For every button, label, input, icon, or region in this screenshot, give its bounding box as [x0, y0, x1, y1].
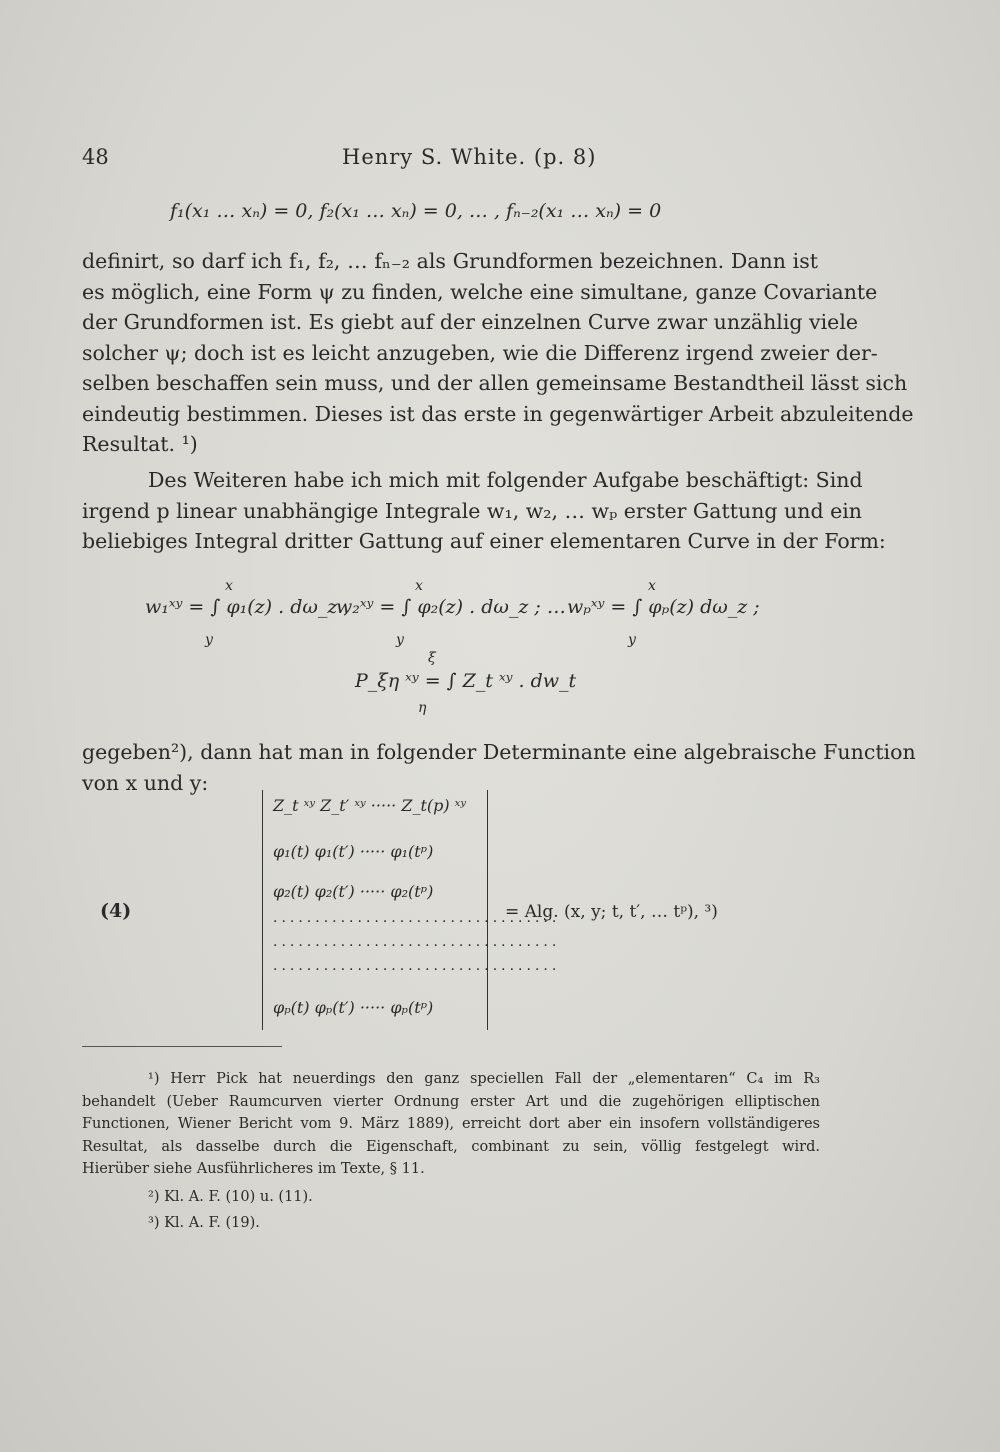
footnote-line: ³) Kl. A. F. (19).	[148, 1215, 260, 1231]
footnote-line: Functionen, Wiener Bericht vom 9. März 1889), erreicht dort aber ein insofern vollständigeres	[82, 1116, 820, 1132]
running-title: Henry S. White. (p. 8)	[342, 145, 597, 169]
integral-wp: wₚˣʸ = ∫ φₚ(z) dω_z ;	[567, 596, 760, 618]
determinant-row: φ₂(t) φ₂(t′) ····· φ₂(tᵖ)	[273, 882, 434, 901]
footnote-1	[82, 1068, 820, 1181]
footnote-rule	[82, 1046, 282, 1047]
text-line: es möglich, eine Form ψ zu finden, welche eine simultane, ganze Covariante	[82, 279, 878, 304]
integral-upper-limit: x	[225, 578, 233, 594]
integral-P-upper-limit: ξ	[428, 650, 436, 666]
text-line: eindeutig bestimmen. Dieses ist das erste in gegenwärtiger Arbeit abzuleitende	[82, 401, 914, 426]
footnote-line: Resultat, als dasselbe durch die Eigenschaft, combinant zu sein, völlig festgelegt wird.	[82, 1138, 820, 1155]
text-line: irgend p linear unabhängige Integrale w₁, w₂, … wₚ erster Gattung und ein	[82, 498, 862, 523]
integral-P-lower-limit: η	[418, 700, 427, 716]
paragraph-3	[82, 737, 916, 798]
footnote-3	[148, 1212, 748, 1235]
footnote-line: Hierüber siehe Ausführlicheres im Texte, § 11.	[82, 1161, 425, 1177]
text-line: beliebiges Integral dritter Gattung auf einer elementaren Curve in der Form:	[82, 529, 886, 553]
footnote-line: ²) Kl. A. F. (10) u. (11).	[148, 1189, 313, 1205]
text-line: solcher ψ; doch ist es leicht anzugeben, wie die Differenz irgend zweier der-	[82, 340, 878, 365]
footnote-2	[148, 1186, 748, 1209]
integral-lower-limit: y	[205, 632, 213, 648]
equation-top: f₁(x₁ … xₙ) = 0, f₂(x₁ … xₙ) = 0, … , fₙ₋₂(x₁ … xₙ) = 0	[170, 200, 662, 222]
integral-w1: w₁ˣʸ = ∫ φ₁(z) . dω_z ,	[145, 596, 350, 618]
integral-lower-limit: y	[396, 632, 404, 648]
text-line: selben beschaffen sein muss, und der allen gemeinsame Bestandtheil lässt sich	[82, 371, 908, 395]
integral-w2: w₂ˣʸ = ∫ φ₂(z) . dω_z ; …	[336, 596, 566, 618]
integral-upper-limit: x	[648, 578, 656, 594]
text-line: definirt, so darf ich f₁, f₂, … fₙ₋₂ als Grundformen bezeichnen. Dann ist	[82, 249, 818, 273]
determinant-row: φₚ(t) φₚ(t′) ····· φₚ(tᵖ)	[273, 998, 434, 1017]
text-line: der Grundformen ist. Es giebt auf der einzelnen Curve zwar unzählig viele	[82, 310, 859, 334]
paragraph-2	[82, 465, 886, 557]
page-number: 48	[82, 145, 109, 169]
integral-upper-limit: x	[415, 578, 423, 594]
determinant-rhs: = Alg. (x, y; t, t′, … tᵖ), ³)	[505, 902, 718, 922]
determinant	[262, 790, 561, 1030]
equation-number: (4)	[100, 900, 132, 922]
text-line: Resultat. ¹)	[82, 432, 198, 456]
determinant-row: Z_t ˣʸ Z_t′ ˣʸ ····· Z_t(p) ˣʸ	[273, 796, 467, 815]
determinant-dots: ··································	[273, 938, 561, 954]
determinant-row: φ₁(t) φ₁(t′) ····· φ₁(tᵖ)	[273, 842, 434, 861]
integral-P: P_ξη ˣʸ = ∫ Z_t ˣʸ . dw_t	[355, 670, 577, 692]
text-line: von x und y:	[82, 770, 209, 795]
footnote-line: behandelt (Ueber Raumcurven vierter Ordnung erster Art und die zugehörigen elliptischen	[82, 1093, 820, 1110]
text-line: Des Weiteren habe ich mich mit folgender Aufgabe beschäftigt: Sind	[148, 468, 863, 492]
determinant-dots: ··································	[273, 962, 561, 978]
paragraph-1	[82, 246, 914, 460]
integral-lower-limit: y	[628, 632, 636, 648]
footnote-line: ¹) Herr Pick hat neuerdings den ganz speciellen Fall der „elementaren“ C₄ im R₃	[148, 1071, 820, 1087]
text-line: gegeben²), dann hat man in folgender Determinante eine algebraische Function	[82, 740, 916, 764]
determinant-dots: ··································	[273, 914, 561, 930]
